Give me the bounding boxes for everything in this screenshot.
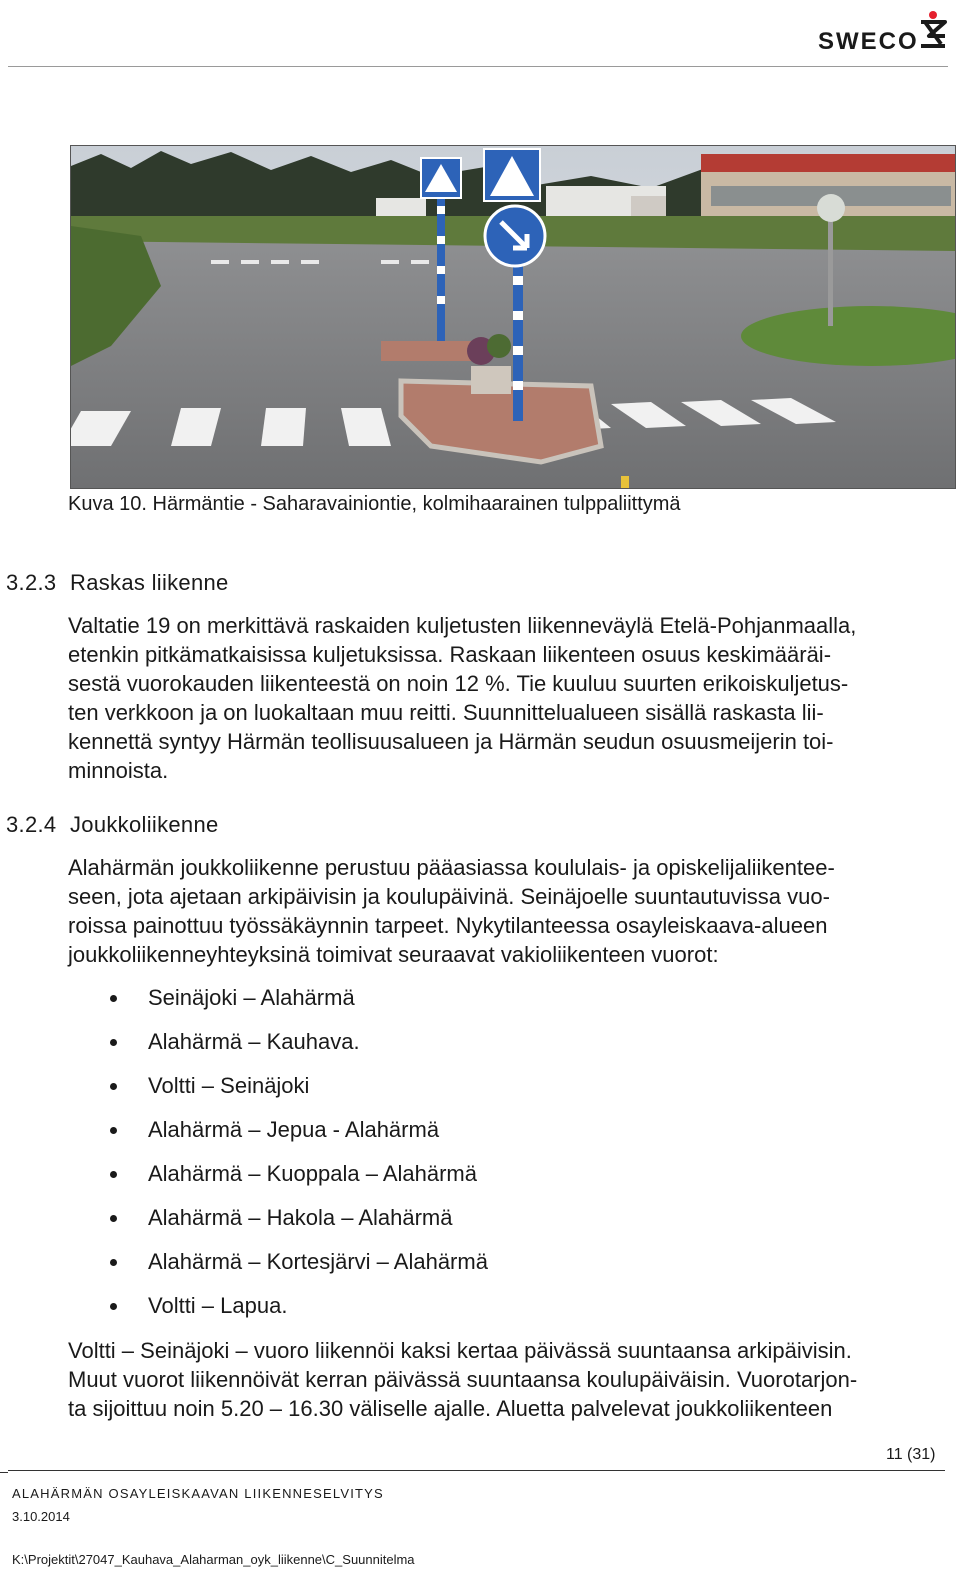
route-text: Alahärmä – Hakola – Alahärmä <box>148 1205 453 1230</box>
text-line: roissa painottuu työssäkäynnin tarpeet. Nykytilanteessa osayleiskaava-alueen <box>68 913 828 938</box>
header-divider <box>8 66 948 67</box>
intersection-photo <box>70 145 956 489</box>
footer-divider-left <box>0 1472 8 1473</box>
bullet-icon <box>110 1171 117 1178</box>
sweco-logo <box>818 10 953 55</box>
section-title: Raskas liikenne <box>70 570 229 595</box>
route-text: Voltti – Lapua. <box>148 1293 288 1318</box>
route-text: Seinäjoki – Alahärmä <box>148 985 355 1010</box>
bullet-icon <box>110 1259 117 1266</box>
text-line: joukkoliikenneyhteyksinä toimivat seuraavat vakioliikenteen vuorot: <box>68 942 719 967</box>
text-line: sestä vuorokauden liikenteestä on noin 12 %. Tie kuuluu suurten erikoiskuljetus- <box>68 671 849 696</box>
route-text: Alahärmä – Kauhava. <box>148 1029 360 1054</box>
text-line: seen, jota ajetaan arkipäivisin ja koulupäivinä. Seinäjoelle suuntautuvissa vuo- <box>68 884 830 909</box>
page-number: 11 (31) <box>886 1446 936 1463</box>
footer-file-path: K:\Projektit\27047_Kauhava_Alaharman_oyk_liikenne\C_Suunnitelma <box>12 1552 415 1567</box>
logo-text: SWECO <box>818 28 919 55</box>
text-line: Valtatie 19 on merkittävä raskaiden kuljetusten liikenneväylä Etelä-Pohjanmaalla, <box>68 613 857 638</box>
text-line: Alahärmän joukkoliikenne perustuu pääasiassa koululais- ja opiskelijaliikentee- <box>68 855 835 880</box>
bullet-icon <box>110 1127 117 1134</box>
text-line: ta sijoittuu noin 5.20 – 16.30 väliselle ajalle. Aluetta palvelevat joukkoliikenteen <box>68 1396 833 1421</box>
sweco-emblem-icon <box>915 10 951 50</box>
route-text: Alahärmä – Kortesjärvi – Alahärmä <box>148 1249 488 1274</box>
section-number: 3.2.3 <box>6 570 57 595</box>
paragraph-raskas-liikenne <box>68 611 948 785</box>
text-line: minnoista. <box>68 758 169 783</box>
text-line: Muut vuorot liikennöivät kerran päivässä suuntaansa koulupäiväisin. Vuorotarjon- <box>68 1367 858 1392</box>
section-title: Joukkoliikenne <box>70 812 219 837</box>
text-line: etenkin pitkämatkaisissa kuljetuksissa. Raskaan liikenteen osuus keskimääräi- <box>68 642 832 667</box>
footer-document-title: ALAHÄRMÄN OSAYLEISKAAVAN LIIKENNESELVITYS <box>12 1486 384 1501</box>
section-heading-3-2-4 <box>6 810 219 840</box>
text-line: Voltti – Seinäjoki – vuoro liikennöi kaksi kertaa päivässä suuntaansa arkipäivisin. <box>68 1338 852 1363</box>
figure-caption: Kuva 10. Härmäntie - Saharavainiontie, kolmihaarainen tulppaliittymä <box>68 493 681 515</box>
route-text: Alahärmä – Kuoppala – Alahärmä <box>148 1161 477 1186</box>
route-text: Voltti – Seinäjoki <box>148 1073 310 1098</box>
bullet-icon <box>110 1215 117 1222</box>
section-heading-3-2-3 <box>6 568 229 598</box>
bullet-icon <box>110 1083 117 1090</box>
bullet-icon <box>110 1303 117 1310</box>
footer-date: 3.10.2014 <box>12 1509 70 1524</box>
route-text: Alahärmä – Jepua - Alahärmä <box>148 1117 440 1142</box>
bullet-icon <box>110 995 117 1002</box>
paragraph-joukkoliikenne <box>68 853 948 969</box>
footer-divider <box>8 1470 945 1471</box>
text-line: kennettä syntyy Härmän teollisuusalueen ja Härmän seudun osuusmeijerin toi- <box>68 729 834 754</box>
bullet-icon <box>110 1039 117 1046</box>
section-number: 3.2.4 <box>6 812 57 837</box>
paragraph-vuorot <box>68 1336 948 1423</box>
text-line: ten verkkoon ja on luokaltaan muu reitti. Suunnittelualueen sisällä raskasta lii- <box>68 700 824 725</box>
